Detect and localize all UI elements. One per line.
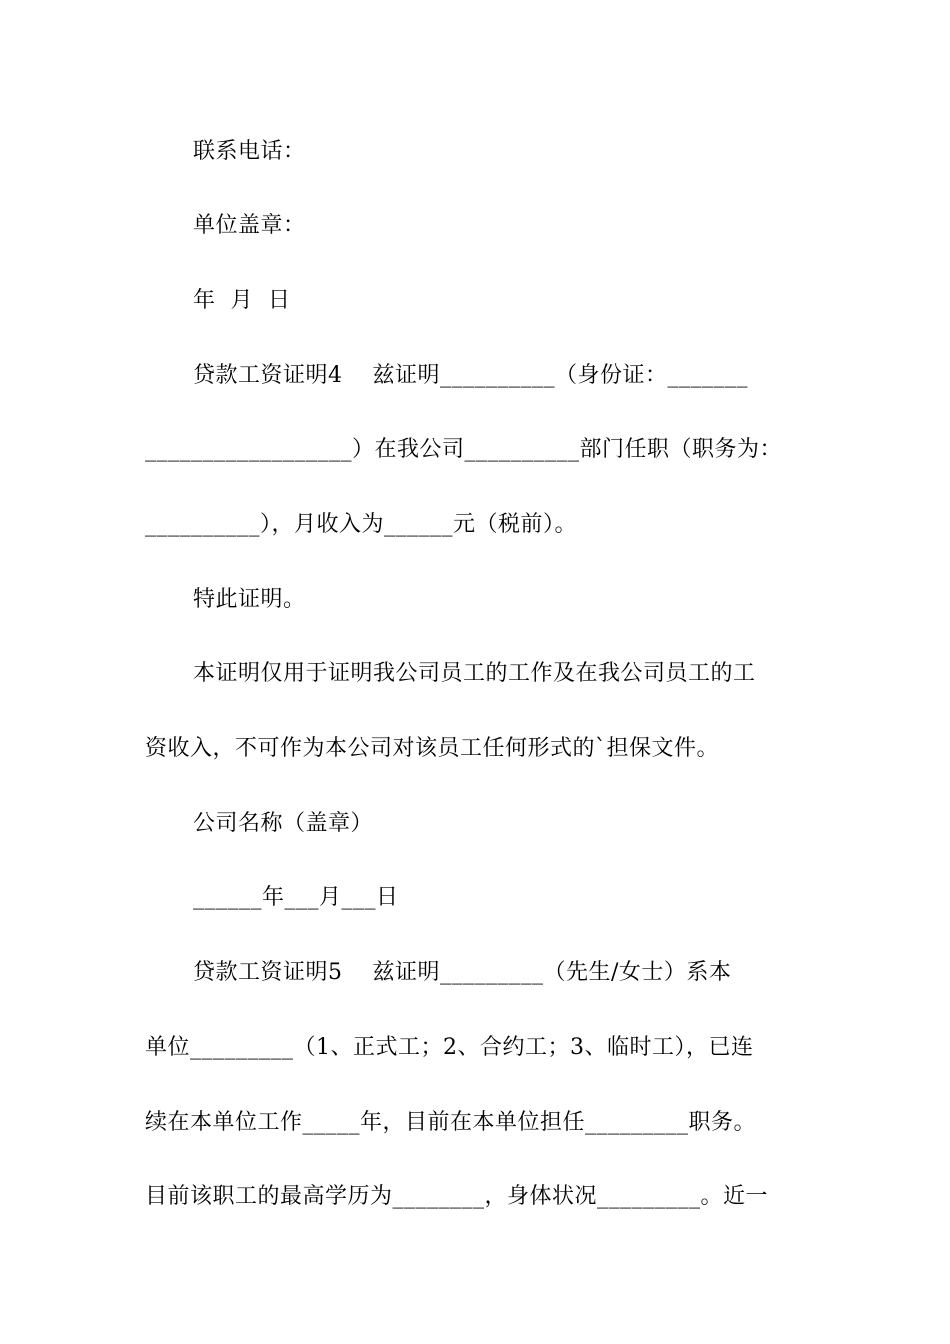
date-line: 年 月 日 xyxy=(193,288,291,313)
disclaimer-line-1: 本证明仅用于证明我公司员工的工作及在我公司员工的工 xyxy=(193,661,756,686)
certificate-5-body-line-1: 单位_________（1、正式工；2、合约工；3、临时工），已连 xyxy=(145,1035,754,1060)
certificate-4-heading-line: 贷款工资证明4 兹证明__________（身份证：_______ xyxy=(193,363,748,388)
company-name-line: 公司名称（盖章） xyxy=(193,811,374,836)
certificate-4-body-line-1: __________________）在我公司__________部门任职（职务为： xyxy=(145,437,783,462)
certificate-5-body-line-3: 目前该职工的最高学历为________，身体状况_________。近一 xyxy=(145,1184,769,1209)
company-seal-line: 单位盖章： xyxy=(193,213,306,238)
certificate-5-body-line-2: 续在本单位工作_____年，目前在本单位担任_________职务。 xyxy=(145,1110,757,1135)
certificate-5-heading-line: 贷款工资证明5 兹证明_________（先生/女士）系本 xyxy=(193,960,732,985)
date-blank-line: ______年___月___日 xyxy=(193,885,399,910)
hereby-certify-line: 特此证明。 xyxy=(193,587,306,612)
disclaimer-line-2: 资收入，不可作为本公司对该员工任何形式的`担保文件。 xyxy=(145,736,720,761)
contact-phone-line: 联系电话： xyxy=(193,139,306,164)
certificate-4-body-line-2: __________），月收入为______元（税前）。 xyxy=(145,512,578,537)
